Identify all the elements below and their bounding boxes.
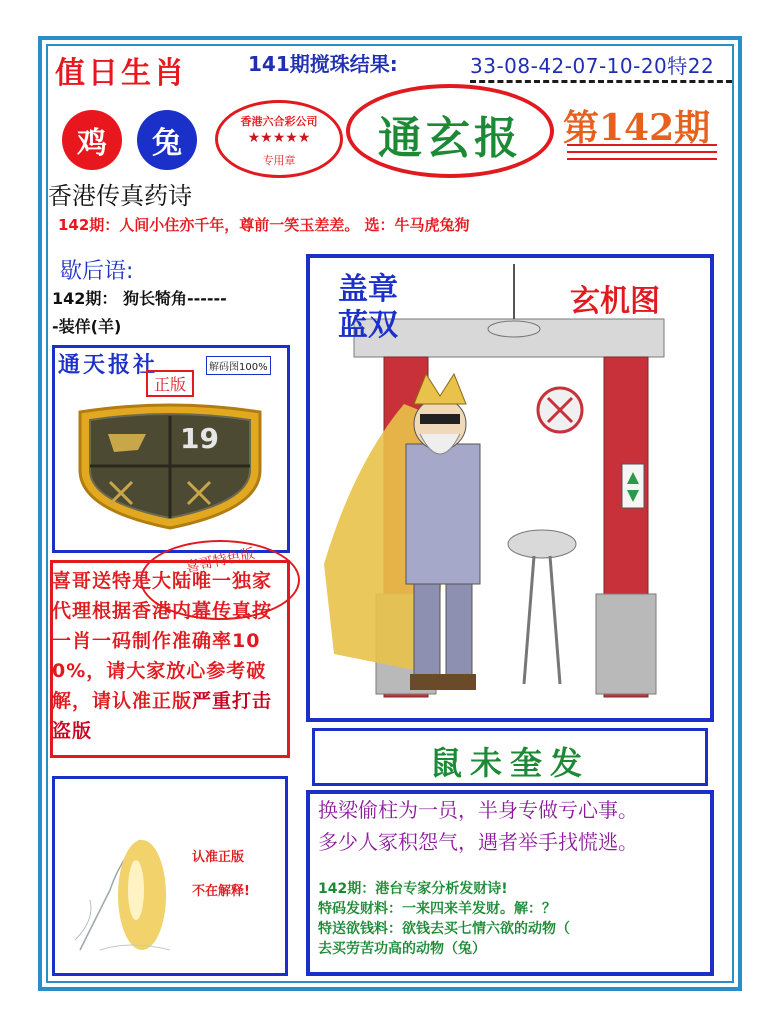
zodiac-rooster-circle [62, 110, 122, 170]
result-numbers: 33-08-42-07-10-20特22 [470, 54, 715, 78]
bottom-poem-line-5: 特送欲钱料：欲钱去买七情六欲的动物（ [318, 921, 570, 937]
mystery-label-left [338, 272, 398, 344]
company-stamp [215, 100, 343, 178]
mystery-caption: 鼠未奎发 [429, 744, 590, 782]
zodiac-1: 鸡 [77, 126, 107, 161]
xiehouyu-line-2: -装佯(羊) [52, 317, 122, 336]
dashed-underline [470, 80, 732, 83]
paper-title: 通玄报 [378, 113, 522, 164]
mystery-label-left-1: 盖章 [338, 272, 398, 307]
badge-number: 19 [180, 422, 219, 455]
mystery-label-left-2: 蓝双 [338, 308, 398, 343]
bottom-poem-line-3: 142期：港台专家分析发财诗! [318, 881, 508, 897]
badge-box-title: 通天报社 [58, 352, 159, 378]
poem-section-title: 香港传真药诗 [48, 182, 192, 210]
sketch-illustration [70, 800, 180, 960]
stamp-sub: 专用章 [262, 154, 296, 167]
seal-text: 喜哥特色版 [184, 545, 257, 577]
bottom-poem-line-1: 换梁偷柱为一员，半身专做亏心事。 [318, 798, 638, 822]
stamp-stars: ★★★★★ [247, 130, 311, 146]
seal-oval [140, 540, 300, 620]
stamp-text: 香港六合彩公司 [240, 115, 318, 128]
notice-text: 喜哥送特是大陆唯一独家代理根据香港内幕传真按一肖一码制作准确率100%，请大家放心参考破解，请认准正版 [52, 570, 273, 712]
poem-section-line: 142期：人间小住亦千年，尊前一笑玉差差。 选：牛马虎兔狗 [58, 216, 470, 234]
bottom-poem-line-2: 多少人冢积怨气，遇者举手找慌逃。 [318, 830, 638, 854]
small-panel-line-1: 认准正版 [192, 850, 245, 865]
small-panel-line-2: 不在解释! [192, 884, 250, 899]
paper-title-oval [346, 84, 554, 178]
zodiac-title: 值日生肖 [55, 56, 187, 91]
issue-rule-1 [567, 144, 717, 146]
shield-badge [70, 400, 270, 530]
bottom-poem-line-4: 特码发财料：一来四来羊发财。解：？ [318, 901, 556, 917]
issue-number: 第142期 [563, 107, 711, 149]
badge-genuine-stamp: 正版 [146, 370, 194, 397]
result-label: 141期搅珠结果: [248, 52, 398, 76]
bottom-poem-line-6: 去买劳苦功高的动物（兔） [318, 941, 486, 957]
mystery-label-right: 玄机图 [570, 284, 660, 319]
zodiac-rabbit-circle [137, 110, 197, 170]
issue-rule-2 [567, 151, 717, 153]
xiehouyu-title: 歇后语: [60, 259, 134, 284]
badge-box-small-label: 解码图100% [206, 356, 271, 375]
zodiac-2: 兔 [152, 126, 182, 161]
notice-emphasis: 严重打击盗版 [52, 690, 273, 742]
xiehouyu-line-1: 142期： 狗长犄角------ [52, 289, 227, 308]
issue-rule-3 [567, 158, 717, 160]
